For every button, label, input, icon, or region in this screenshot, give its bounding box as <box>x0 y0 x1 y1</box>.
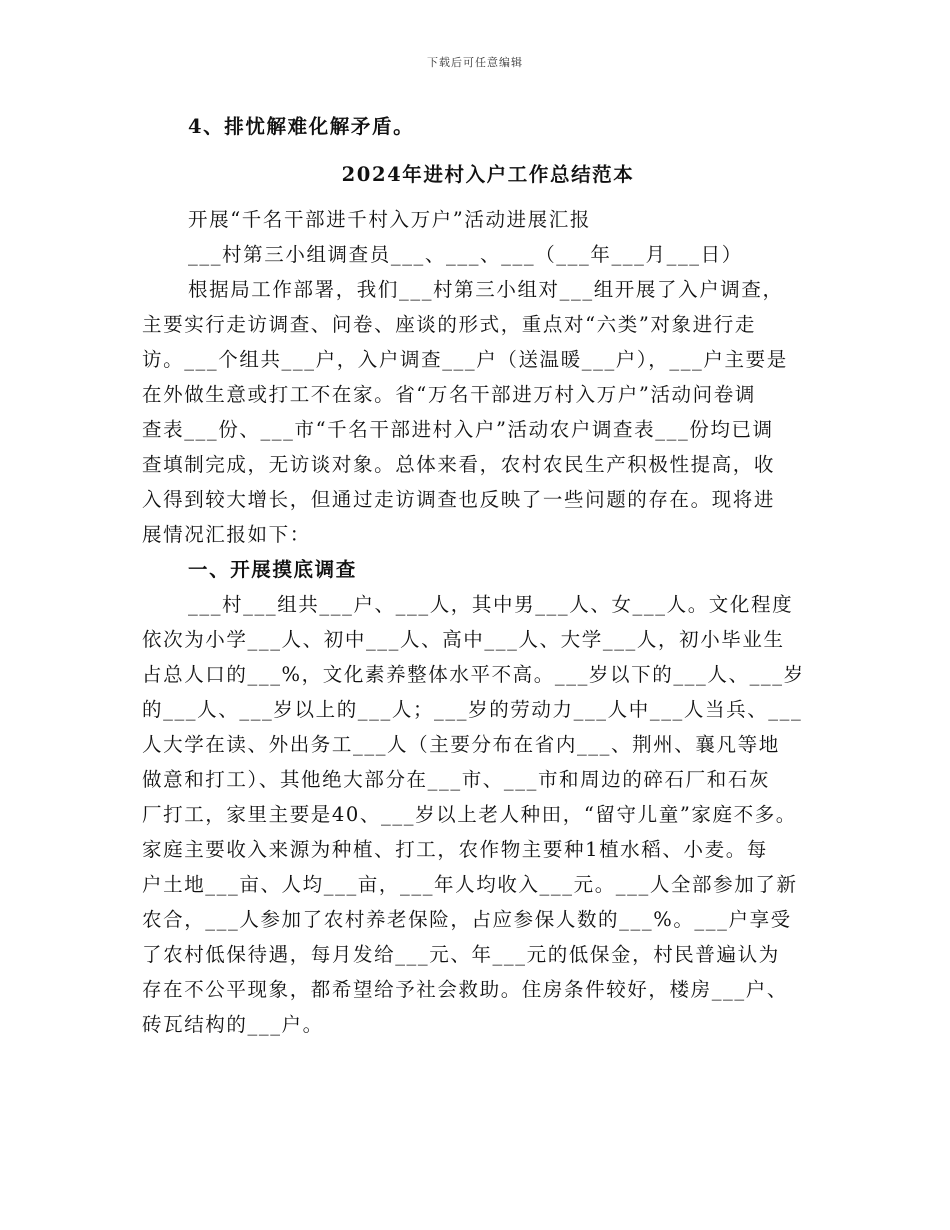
paragraph-line: 在外做生意或打工不在家。省“万名干部进万村入万户”活动问卷调 <box>142 383 756 406</box>
paragraph-line: 了农村低保待遇，每月发给___元、年___元的低保金，村民普遍认为 <box>142 943 780 966</box>
byline: ___村第三小组调查员___、___、___（___年___月___日） <box>188 243 743 266</box>
document-subtitle: 开展“千名干部进千村入万户”活动进展汇报 <box>188 208 591 231</box>
paragraph-line: 展情况汇报如下： <box>142 523 311 546</box>
paragraph-line: 主要实行走访调查、问卷、座谈的形式，重点对“六类”对象进行走 <box>142 313 756 336</box>
paragraph-line: 访。___个组共___户，入户调查___户（送温暖___户），___户主要是 <box>142 348 788 371</box>
item-heading: 4、排忧解难化解矛盾。 <box>188 115 415 138</box>
document-title: 2024年进村入户工作总结范本 <box>341 163 635 186</box>
paragraph-line: 农合，___人参加了农村养老保险，占应参保人数的___%。___户享受 <box>142 908 792 931</box>
document-body <box>142 108 810 1042</box>
paragraph-line: 做意和打工）、其他绝大部分在___市、___市和周边的碎石厂和石灰 <box>142 768 771 791</box>
paragraph-line: 根据局工作部署，我们___村第三小组对___组开展了入户调查， <box>188 278 784 301</box>
paragraph-line: 的___人、___岁以上的___人；___岁的劳动力___人中___人当兵、___ <box>142 698 803 721</box>
paragraph-line: 存在不公平现象，都希望给予社会救助。住房条件较好，楼房___户、 <box>142 978 788 1001</box>
section-heading: 一、开展摸底调查 <box>188 558 357 581</box>
page-header: 下载后可任意编辑 <box>427 56 523 69</box>
paragraph-line: ___村___组共___户、___人，其中男___人、女___人。文化程度 <box>188 593 794 616</box>
paragraph-line: 厂打工，家里主要是40、___岁以上老人种田，“留守儿童”家庭不多。 <box>142 803 797 826</box>
paragraph-line: 占总人口的___%，文化素养整体水平不高。___岁以下的___人、___岁 <box>142 663 805 686</box>
paragraph-line: 查填制完成，无访谈对象。总体来看，农村农民生产积极性提高，收 <box>142 453 776 476</box>
paragraph-line: 人大学在读、外出务工___人（主要分布在省内___、荆州、襄凡等地 <box>142 733 780 756</box>
paragraph-line: 入得到较大增长，但通过走访调查也反映了一些问题的存在。现将进 <box>142 488 776 511</box>
paragraph-line: 依次为小学___人、初中___人、高中___人、大学___人，初小毕业生 <box>142 628 785 651</box>
intro-paragraph <box>142 272 810 552</box>
paragraph-line: 家庭主要收入来源为种植、打工，农作物主要种1植水稻、小麦。每 <box>142 838 768 861</box>
paragraph-line: 户土地___亩、人均___亩，___年人均收入___元。___人全部参加了新 <box>142 873 798 896</box>
paragraph-line: 砖瓦结构的___户。 <box>142 1013 324 1036</box>
section-paragraph <box>142 587 810 1042</box>
paragraph-line: 查表___份、___市“千名干部进村入户”活动农户调查表___份均已调 <box>142 418 774 441</box>
